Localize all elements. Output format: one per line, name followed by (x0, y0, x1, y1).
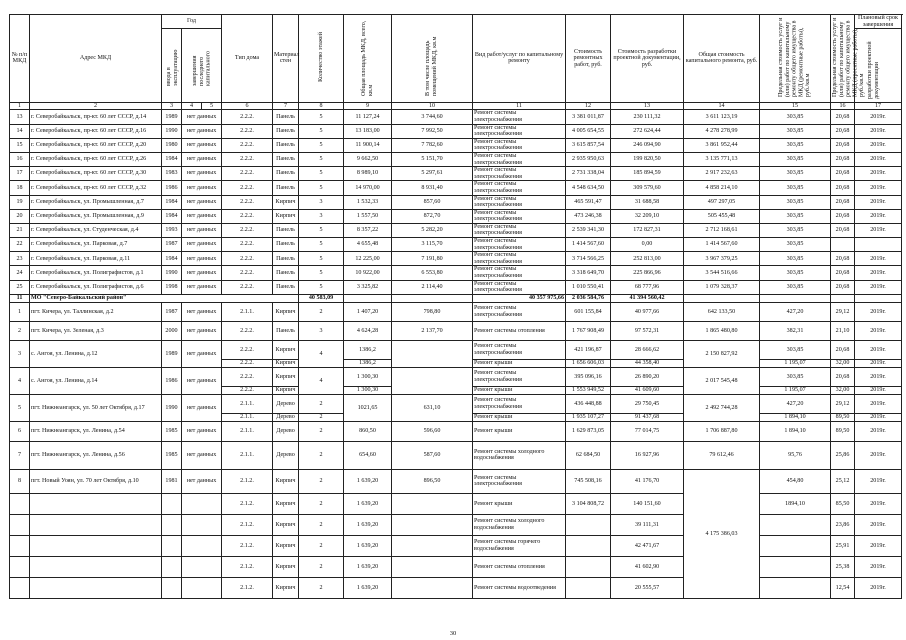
cell-uc: 303,85 (760, 138, 831, 152)
cell-yb: 1987 (162, 238, 182, 252)
cell-work: Ремонт системы электроснабжения (473, 152, 566, 166)
cell-type: 2.2.2. (222, 138, 273, 152)
cell-fl: 5 (299, 266, 344, 280)
cell-work: Ремонт системы электроснабжения (473, 266, 566, 280)
table-row: 2.1.2. Кирпич 2 1 639,20 Ремонт крыши 3 104 808,72 140 151,60 1894,10 85,50 2019г. (10, 493, 902, 514)
cell-dc: 309 579,60 (611, 181, 684, 195)
cell-rc: 2 731 338,04 (566, 167, 611, 181)
header-wall: Материал стен (273, 15, 299, 103)
cell-yr: нет данных (182, 280, 222, 294)
table-row (10, 223, 902, 237)
summary-row: 11 МО "Северо-Байкальский район" 40 583,09 40 357 975,66 2 036 584,76 41 394 560,42 (10, 294, 902, 302)
cell-ud: 20,68 (831, 266, 855, 280)
cell-ud: 20,68 (831, 195, 855, 209)
cell-work: Ремонт системы электроснабжения (473, 238, 566, 252)
cell-ar: 857,60 (392, 195, 473, 209)
cell-ar: 6 553,80 (392, 266, 473, 280)
cell-ud (831, 238, 855, 252)
cell-td: 2019г. (855, 252, 902, 266)
cell-dc: 172 827,31 (611, 223, 684, 237)
cell-uc: 303,85 (760, 152, 831, 166)
cell-fl: 5 (299, 167, 344, 181)
cell-uc: 303,85 (760, 280, 831, 294)
table-row (10, 280, 902, 294)
cell-td: 2019г. (855, 195, 902, 209)
page-number: 30 (449, 630, 457, 637)
cell-yr: нет данных (182, 195, 222, 209)
cell-at: 1 532,33 (344, 195, 392, 209)
cell-work: Ремонт системы электроснабжения (473, 124, 566, 138)
cell-n: 21 (10, 223, 30, 237)
header-work: Вид работ/услуг по капитальному ремонту (473, 15, 566, 103)
cell-wall: Панель (273, 252, 299, 266)
table-row (10, 266, 902, 280)
cell-rc: 3 615 857,54 (566, 138, 611, 152)
cell-yr: нет данных (182, 209, 222, 223)
cell-ud: 20,68 (831, 167, 855, 181)
cell-yb: 1984 (162, 152, 182, 166)
table-row: 2.1.2. Кирпич 2 1 639,20 Ремонт системы отопления 41 602,90 25,38 2019г. (10, 556, 902, 577)
cell-n: 13 (10, 110, 30, 124)
table-row (10, 138, 902, 152)
cell-ud: 20,68 (831, 223, 855, 237)
cell-yb: 1984 (162, 195, 182, 209)
cell-n: 15 (10, 138, 30, 152)
cell-yr: нет данных (182, 167, 222, 181)
cell-wall: Панель (273, 223, 299, 237)
cell-work: Ремонт системы электроснабжения (473, 195, 566, 209)
cell-rc: 4 005 654,55 (566, 124, 611, 138)
table-row (10, 167, 902, 181)
cell-yb: 1984 (162, 252, 182, 266)
cell-ar: 3 115,70 (392, 238, 473, 252)
cell-fl: 3 (299, 209, 344, 223)
cell-tc: 4 278 278,99 (684, 124, 760, 138)
cell-uc: 303,85 (760, 167, 831, 181)
cell-td: 2019г. (855, 152, 902, 166)
header-term-design: разработки проектной документации (867, 41, 880, 100)
cell-ud: 20,68 (831, 124, 855, 138)
header-area-total: Общая площадь МКД, всего, кв.м (360, 20, 374, 97)
cell-uc: 303,85 (760, 266, 831, 280)
cell-fl: 5 (299, 238, 344, 252)
document-page (9, 14, 901, 599)
cell-wall: Панель (273, 110, 299, 124)
cell-tc: 505 455,48 (684, 209, 760, 223)
cell-wall: Кирпич (273, 195, 299, 209)
cell-yr: нет данных (182, 223, 222, 237)
cell-wall: Панель (273, 280, 299, 294)
cell-wall: Панель (273, 181, 299, 195)
cell-addr: г. Северобайкальск, ул. Полиграфистов, д.6 (30, 280, 162, 294)
cell-n: 20 (10, 209, 30, 223)
cell-wall: Кирпич (273, 209, 299, 223)
header-floors: Количество этажей (317, 32, 324, 83)
cell-rc: 1 010 550,41 (566, 280, 611, 294)
header-year: Год (162, 15, 222, 29)
cell-addr: г. Северобайкальск, ул. Студенческая, д.4 (30, 223, 162, 237)
cell-ud: 20,68 (831, 110, 855, 124)
cell-tc: 1 079 328,37 (684, 280, 760, 294)
table-row: 5 пгт. Нижнеангарск, ул. 50 лет Октября, д.17 1990 нет данных 2.1.1. Дерево 2 1021,65 631,10 Ремонт системы электроснабжения 436 448,88 29 750,45 2 492 744,28 427,20 29,12 2019г. (10, 394, 902, 413)
cell-n: 14 (10, 124, 30, 138)
cell-n: 18 (10, 181, 30, 195)
cell-tc: 3 544 516,66 (684, 266, 760, 280)
header-year-repair: завершения последнего капитального (191, 51, 212, 87)
cell-tc: 3 611 123,19 (684, 110, 760, 124)
cell-rc: 2 935 950,63 (566, 152, 611, 166)
cell-yb: 1993 (162, 223, 182, 237)
cell-type: 2.2.2. (222, 152, 273, 166)
table-row: 2.2.2. Кирпич 1 300,30 Ремонт крыши 1 553 949,52 41 609,60 1 195,07 32,00 2019г. (10, 386, 902, 394)
cell-td: 2019г. (855, 223, 902, 237)
cell-td: 2019г. (855, 124, 902, 138)
cell-rc: 465 591,47 (566, 195, 611, 209)
cell-type: 2.2.2. (222, 167, 273, 181)
cell-fl: 5 (299, 110, 344, 124)
cell-ud: 20,68 (831, 138, 855, 152)
cell-type: 2.2.2. (222, 209, 273, 223)
cell-uc: 303,85 (760, 110, 831, 124)
header-unit-design: Предельная стоимость услуг и (или) работ по капитальному ремонту общего имущества в МКД (проектные работы), руб./кв.м (832, 17, 866, 98)
cell-type: 2.2.2. (222, 238, 273, 252)
cell-type: 2.2.2. (222, 195, 273, 209)
table-row: 6 пгт. Нижнеангарск, ул. Ленина, д.54 1985 нет данных 2.1.1. Дерево 2 860,50 596,60 Ремонт крыши 1 629 873,05 77 014,75 1 706 887,80 1 894,10 89,50 2019г. (10, 421, 902, 441)
header-unit-cost: Предельная стоимость услуг и (или) работ по капитальному ремонту общего имущества в МКД (ремонтные работы), руб./кв.м (778, 17, 812, 98)
cell-fl: 5 (299, 252, 344, 266)
cell-addr: г. Северобайкальск, ул. Промышленная, д.7 (30, 195, 162, 209)
cell-dc: 272 624,44 (611, 124, 684, 138)
cell-type: 2.2.2. (222, 124, 273, 138)
cell-ud: 20,68 (831, 252, 855, 266)
cell-work: Ремонт системы электроснабжения (473, 167, 566, 181)
cell-rc: 4 548 634,50 (566, 181, 611, 195)
header-type: Тип дома (222, 15, 273, 103)
cell-uc: 303,85 (760, 181, 831, 195)
cell-fl: 3 (299, 195, 344, 209)
cell-addr: г. Северобайкальск, пр-кт. 60 лет СССР, д.26 (30, 152, 162, 166)
cell-td: 2019г. (855, 266, 902, 280)
cell-wall: Панель (273, 138, 299, 152)
cell-td: 2019г. (855, 280, 902, 294)
table-row (10, 195, 902, 209)
cell-fl: 5 (299, 124, 344, 138)
cell-td: 2019г. (855, 110, 902, 124)
table-row: 2.1.1. Дерево 2 Ремонт крыши 1 935 107,27 91 437,68 1 894,10 89,50 2019г. (10, 413, 902, 421)
cell-yr: нет данных (182, 152, 222, 166)
table-row: 3 с. Ангоя, ул. Ленина, д.12 1989 нет данных 2.2.2. Кирпич 4 1386,2 Ремонт системы электроснабжения 421 196,87 28 666,62 2 150 827,92 303,85 20,68 2019г. (10, 340, 902, 359)
cell-td: 2019г. (855, 209, 902, 223)
table-body-part-1 (10, 110, 902, 294)
cell-wall: Панель (273, 124, 299, 138)
cell-type: 2.2.2. (222, 223, 273, 237)
cell-dc: 68 777,96 (611, 280, 684, 294)
cell-tc: 2 917 232,63 (684, 167, 760, 181)
table-row (10, 181, 902, 195)
cell-ar: 7 782,60 (392, 138, 473, 152)
cell-wall: Панель (273, 266, 299, 280)
cell-ud: 20,68 (831, 209, 855, 223)
cell-yb: 1980 (162, 138, 182, 152)
cell-ar: 872,70 (392, 209, 473, 223)
cell-ud: 20,68 (831, 181, 855, 195)
cell-tc: 2 712 168,61 (684, 223, 760, 237)
cell-addr: г. Северобайкальск, пр-кт. 60 лет СССР, д.14 (30, 110, 162, 124)
cell-td: 2019г. (855, 138, 902, 152)
cell-ud: 20,68 (831, 152, 855, 166)
cell-yr: нет данных (182, 238, 222, 252)
cell-addr: г. Северобайкальск, пр-кт. 60 лет СССР, д.16 (30, 124, 162, 138)
cell-type: 2.2.2. (222, 252, 273, 266)
cell-uc: 303,85 (760, 238, 831, 252)
cell-tc: 1 414 567,60 (684, 238, 760, 252)
cell-work: Ремонт системы электроснабжения (473, 209, 566, 223)
header-total-cost: Общая стоимость капитального ремонта, руб. (684, 15, 760, 103)
cell-ar: 7 992,50 (392, 124, 473, 138)
cell-work: Ремонт системы электроснабжения (473, 110, 566, 124)
cell-ar: 2 114,40 (392, 280, 473, 294)
column-number-row: 1 2 3 4 5 6 7 8 9 10 11 12 13 14 15 16 17 (10, 102, 902, 110)
cell-at: 1 557,50 (344, 209, 392, 223)
cell-at: 3 325,82 (344, 280, 392, 294)
cell-rc: 2 539 341,30 (566, 223, 611, 237)
cell-dc: 246 094,90 (611, 138, 684, 152)
table-row (10, 252, 902, 266)
table-row (10, 209, 902, 223)
cell-wall: Панель (273, 152, 299, 166)
cell-type: 2.2.2. (222, 266, 273, 280)
cell-work: Ремонт системы электроснабжения (473, 280, 566, 294)
cell-addr: г. Северобайкальск, ул. Полиграфистов, д.1 (30, 266, 162, 280)
header-repair-cost: Стоимость ремонтных работ, руб. (566, 15, 611, 103)
cell-at: 13 183,00 (344, 124, 392, 138)
cell-yr: нет данных (182, 181, 222, 195)
cell-work: Ремонт системы электроснабжения (473, 223, 566, 237)
cell-yb: 1986 (162, 181, 182, 195)
cell-at: 10 922,00 (344, 266, 392, 280)
cell-dc: 185 894,59 (611, 167, 684, 181)
header-address: Адрес МКД (30, 15, 162, 103)
cell-work: Ремонт системы электроснабжения (473, 138, 566, 152)
cell-dc: 199 820,50 (611, 152, 684, 166)
cell-at: 4 655,48 (344, 238, 392, 252)
table-row (10, 110, 902, 124)
cell-n: 16 (10, 152, 30, 166)
table-row: 8 пгт. Новый Уоян, ул. 70 лет Октября, д.10 1981 нет данных 2.1.2. Кирпич 2 1 639,20 896,50 Ремонт системы электроснабжения 745 508,16 41 176,70 4 175 386,03 454,80 25,12 2019г. (10, 469, 902, 493)
cell-addr: г. Северобайкальск, ул. Парковая, д.7 (30, 238, 162, 252)
table-row: 2.1.2. Кирпич 2 1 639,20 Ремонт системы холодного водоснабжения 39 111,31 23,86 2019г. (10, 514, 902, 535)
cell-work: Ремонт системы электроснабжения (473, 181, 566, 195)
cell-wall: Панель (273, 167, 299, 181)
cell-addr: г. Северобайкальск, пр-кт. 60 лет СССР, д.20 (30, 138, 162, 152)
cell-tc: 3 967 379,25 (684, 252, 760, 266)
cell-wall: Панель (273, 238, 299, 252)
cell-fl: 5 (299, 138, 344, 152)
cell-dc: 31 688,58 (611, 195, 684, 209)
cell-yr: нет данных (182, 124, 222, 138)
table-row: 4 с. Ангоя, ул. Ленина, д.14 1986 нет данных 2.2.2. Кирпич 4 1 300,30 Ремонт системы электроснабжения 395 096,16 26 890,20 2 017 545,48 303,85 20,68 2019г. (10, 367, 902, 386)
cell-yb: 1998 (162, 280, 182, 294)
cell-rc: 3 714 566,25 (566, 252, 611, 266)
cell-addr: г. Северобайкальск, ул. Промышленная, д.9 (30, 209, 162, 223)
cell-work: Ремонт системы электроснабжения (473, 252, 566, 266)
cell-td (855, 238, 902, 252)
header-num: № п/п МКД (10, 15, 30, 103)
header-design-cost: Стоимость разработки проектной документации, руб. (611, 15, 684, 103)
cell-tc: 497 297,05 (684, 195, 760, 209)
cell-n: 17 (10, 167, 30, 181)
cell-yb: 1990 (162, 266, 182, 280)
cell-n: 25 (10, 280, 30, 294)
cell-yr: нет данных (182, 110, 222, 124)
cell-addr: г. Северобайкальск, пр-кт. 60 лет СССР, д.30 (30, 167, 162, 181)
cell-ar: 7 191,80 (392, 252, 473, 266)
table-row (10, 152, 902, 166)
cell-ar: 5 282,20 (392, 223, 473, 237)
cell-type: 2.2.2. (222, 181, 273, 195)
cell-yr: нет данных (182, 252, 222, 266)
header-term: Плановый срок завершения (855, 15, 902, 29)
cell-n: 24 (10, 266, 30, 280)
cell-fl: 5 (299, 280, 344, 294)
cell-at: 11 900,14 (344, 138, 392, 152)
cell-at: 11 127,24 (344, 110, 392, 124)
cell-td: 2019г. (855, 181, 902, 195)
table-row: 2.1.2. Кирпич 2 1 639,20 Ремонт системы водоотведения 20 555,57 12,54 2019г. (10, 577, 902, 598)
cell-yb: 1983 (162, 167, 182, 181)
table-row: 7 пгт. Нижнеангарск, ул. Ленина, д.56 1985 нет данных 2.1.1. Дерево 2 654,60 587,60 Ремонт системы холодного водоснабжения 62 684,50 16 927,96 79 612,46 95,76 25,86 2019г. (10, 441, 902, 469)
cell-fl: 5 (299, 223, 344, 237)
cell-uc: 303,85 (760, 124, 831, 138)
table-row (10, 238, 902, 252)
cell-rc: 3 318 649,70 (566, 266, 611, 280)
cell-uc: 303,85 (760, 223, 831, 237)
cell-dc: 0,00 (611, 238, 684, 252)
cell-ar: 8 931,40 (392, 181, 473, 195)
cell-ud: 20,68 (831, 280, 855, 294)
cell-type: 2.2.2. (222, 280, 273, 294)
cell-ar: 3 744,60 (392, 110, 473, 124)
cell-tc: 4 858 214,10 (684, 181, 760, 195)
cell-dc: 225 866,96 (611, 266, 684, 280)
cell-dc: 230 111,32 (611, 110, 684, 124)
cell-yb: 1984 (162, 209, 182, 223)
cell-dc: 252 813,00 (611, 252, 684, 266)
cell-tc: 3 135 771,13 (684, 152, 760, 166)
cell-at: 9 662,50 (344, 152, 392, 166)
cell-yr: нет данных (182, 266, 222, 280)
cell-rc: 1 414 567,60 (566, 238, 611, 252)
cell-yb: 1989 (162, 110, 182, 124)
cell-type: 2.2.2. (222, 110, 273, 124)
cell-at: 8 357,22 (344, 223, 392, 237)
header-year-built: ввода в эксплуатацию (165, 49, 179, 87)
cell-tc: 3 861 952,44 (684, 138, 760, 152)
cell-n: 22 (10, 238, 30, 252)
cell-n: 19 (10, 195, 30, 209)
cell-at: 12 225,00 (344, 252, 392, 266)
table-row: 2.1.2. Кирпич 2 1 639,20 Ремонт системы горячего водоснабжения 42 471,67 25,91 2019г. (10, 535, 902, 556)
cell-uc: 303,85 (760, 209, 831, 223)
header-area-res: В том числе площадь помещений МКД, кв.м (425, 36, 438, 97)
cell-addr: г. Северобайкальск, пр-кт. 60 лет СССР, д.32 (30, 181, 162, 195)
cell-dc: 32 209,10 (611, 209, 684, 223)
cell-yr: нет данных (182, 138, 222, 152)
cell-fl: 5 (299, 181, 344, 195)
table-row: 2 пгт. Кичера, ул. Зеленая, д.3 2000 нет данных 2.2.2. Панель 3 4 624,28 2 137,70 Ремонт системы отопления 1 767 908,49 97 572,31 1 865 480,80 382,31 21,10 2019г. (10, 321, 902, 340)
repair-program-table (9, 14, 902, 599)
cell-fl: 5 (299, 152, 344, 166)
cell-uc: 303,85 (760, 195, 831, 209)
cell-addr: г. Северобайкальск, ул. Парковая, д.11 (30, 252, 162, 266)
cell-uc: 303,85 (760, 252, 831, 266)
cell-ar: 5 151,70 (392, 152, 473, 166)
cell-rc: 3 381 011,87 (566, 110, 611, 124)
cell-yb: 1990 (162, 124, 182, 138)
table-row: 2.2.2. Кирпич 1386,2 Ремонт крыши 1 656 606,03 44 358,40 1 195,07 32,00 2019г. (10, 359, 902, 367)
cell-ar: 5 297,61 (392, 167, 473, 181)
cell-at: 8 989,10 (344, 167, 392, 181)
cell-n: 23 (10, 252, 30, 266)
cell-td: 2019г. (855, 167, 902, 181)
table-row (10, 124, 902, 138)
cell-at: 14 970,00 (344, 181, 392, 195)
table-body-part-2 (10, 294, 902, 598)
cell-rc: 473 246,38 (566, 209, 611, 223)
table-row: 1 пгт. Кичера, ул. Таллинская, д.2 1987 нет данных 2.1.1. Кирпич 2 1 407,20 798,80 Ремонт системы электроснабжения 601 155,84 40 977,66 642 133,50 427,20 29,12 2019г. (10, 302, 902, 321)
